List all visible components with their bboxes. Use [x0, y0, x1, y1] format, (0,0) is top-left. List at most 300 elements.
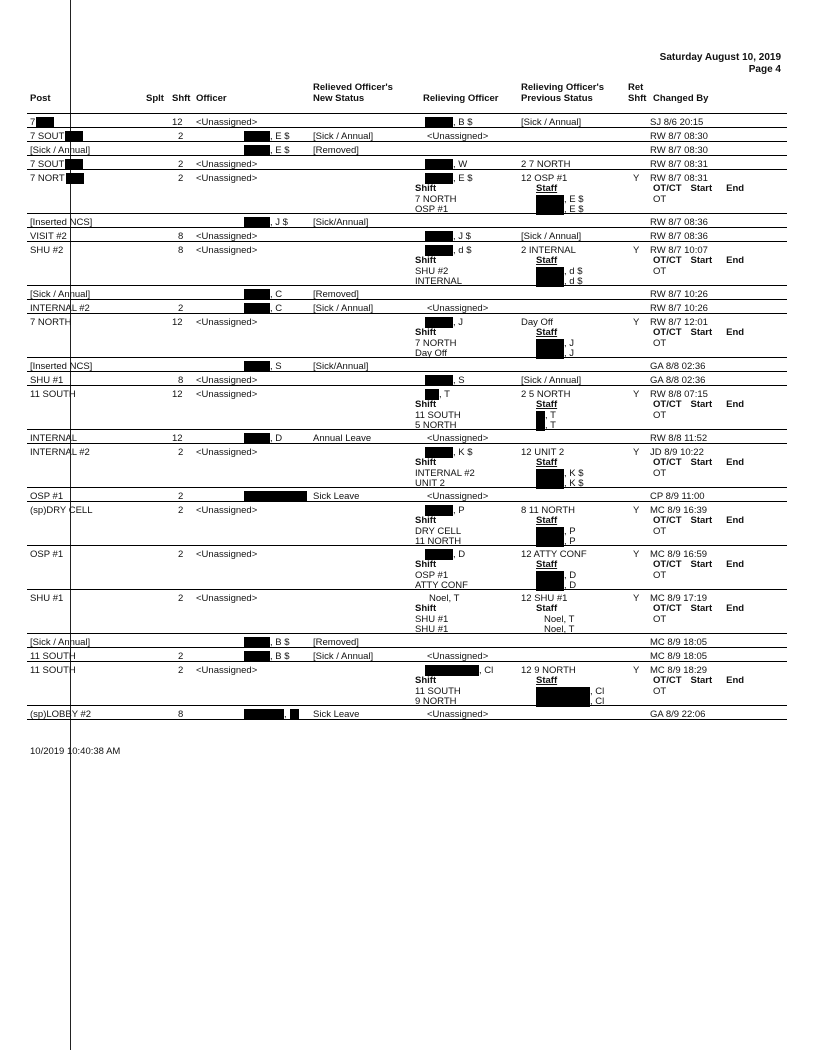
post-text: 7 SOUT	[30, 131, 65, 142]
relieving-officer-text: <Unassigned>	[427, 131, 489, 142]
table-row	[27, 546, 787, 590]
relieving-officer-text: , J	[453, 317, 464, 328]
detail-staff-block	[536, 184, 584, 216]
shift-cell: 8	[178, 375, 184, 386]
shift-cell: 8	[178, 231, 184, 242]
otct-label: OT/CT	[653, 559, 682, 570]
table-row	[27, 228, 787, 242]
changed-by-cell: RW 8/8 07:15	[650, 389, 708, 400]
table-row	[27, 242, 787, 286]
previous-status-cell: 2 7 NORTH	[521, 159, 571, 170]
report-date: Saturday August 10, 2019	[659, 52, 781, 63]
detail-ot-value: OT	[653, 525, 667, 537]
redaction-block	[536, 469, 564, 479]
detail-shift-block	[415, 516, 461, 548]
shift-cell: 2	[178, 303, 184, 314]
return-shift-cell: Y	[633, 505, 640, 516]
detail-shift-label: Shift	[415, 675, 437, 686]
changed-by-cell: CP 8/9 11:00	[650, 491, 705, 502]
detail-shift-label: Shift	[415, 327, 437, 338]
detail-shift-label: Shift	[415, 515, 437, 526]
detail-staff-label: Staff	[536, 603, 558, 614]
detail-staff-text: Noel, T	[544, 613, 575, 625]
relieving-officer-text: , Cl	[479, 665, 494, 676]
detail-ot-value: OT	[653, 685, 667, 697]
return-shift-cell: Y	[633, 245, 640, 256]
officer-text: <Unassigned>	[196, 159, 258, 170]
detail-shift-label: Shift	[415, 457, 437, 468]
post-cell	[30, 173, 84, 184]
redaction-block	[244, 303, 270, 314]
previous-status-cell: 12 UNIT 2	[521, 447, 565, 458]
post-cell	[30, 637, 90, 648]
changed-by-cell: MC 8/9 17:19	[650, 593, 708, 604]
detail-staff-block	[536, 516, 576, 548]
relieved-status-cell: [Sick / Annual]	[313, 303, 374, 314]
changed-by-cell: RW 8/7 08:36	[650, 231, 708, 242]
detail-staff-text: , E $	[564, 204, 584, 215]
officer-cell	[196, 117, 257, 128]
detail-staff-label: Staff	[536, 399, 558, 410]
detail-ot-value: OT	[653, 193, 667, 205]
shift-cell: 2	[178, 131, 184, 142]
col-officer: Officer	[196, 93, 227, 104]
col-relieved-status-1: Relieved Officer's	[313, 82, 393, 93]
start-label: Start	[690, 559, 713, 570]
detail-staff-block	[536, 256, 583, 288]
officer-cell	[196, 593, 257, 604]
start-label: Start	[690, 399, 713, 410]
officer-cell	[196, 665, 257, 676]
detail-staff-text: , P	[564, 536, 576, 547]
redaction-block	[536, 687, 590, 697]
post-text: INTERNAL #2	[30, 303, 90, 314]
shift-cell: 2	[178, 491, 184, 502]
return-shift-cell: Y	[633, 593, 640, 604]
previous-status-cell: 12 OSP #1	[521, 173, 568, 184]
post-text: [Inserted NCS]	[30, 361, 93, 372]
detail-shift-block	[415, 328, 457, 360]
relieving-officer-text: <Unassigned>	[427, 651, 489, 662]
officer-text: <Unassigned>	[196, 317, 258, 328]
post-cell	[30, 491, 63, 502]
detail-overtime-header	[653, 560, 744, 571]
detail-shift-value: SHU #1	[415, 624, 449, 635]
post-text: [Inserted NCS]	[30, 217, 93, 228]
start-label: Start	[690, 675, 713, 686]
detail-shift-value: SHU #2	[415, 265, 449, 277]
relieving-officer-text: , J $	[453, 231, 471, 242]
detail-overtime-block	[653, 400, 744, 421]
officer-text: , B $	[270, 651, 290, 662]
relieved-status-cell: Annual Leave	[313, 433, 372, 444]
table-row	[27, 286, 787, 300]
shift-cell: 12	[172, 389, 183, 400]
start-label: Start	[690, 515, 713, 526]
return-shift-cell: Y	[633, 317, 640, 328]
detail-shift-label: Shift	[415, 603, 437, 614]
table-row	[27, 444, 787, 488]
detail-shift-value: 7 NORTH	[415, 337, 457, 349]
post-cell	[30, 593, 63, 604]
detail-shift-value: 9 NORTH	[415, 696, 457, 707]
officer-cell	[244, 491, 307, 502]
officer-text: ,	[284, 709, 287, 720]
changed-by-cell: JD 8/9 10:22	[650, 447, 704, 458]
officer-text: , E $	[270, 145, 290, 156]
relieving-officer-cell	[425, 159, 467, 170]
end-label: End	[726, 559, 745, 570]
table-row	[27, 128, 787, 142]
detail-staff-block	[536, 560, 576, 592]
changed-by-cell: RW 8/7 08:36	[650, 217, 708, 228]
post-cell	[30, 231, 67, 242]
detail-shift-block	[415, 184, 457, 216]
post-text: (sp)DRY CELL	[30, 505, 93, 516]
detail-shift-block	[415, 676, 461, 708]
post-text: INTERNAL	[30, 433, 77, 444]
detail-staff-label: Staff	[536, 559, 558, 570]
detail-overtime-block	[653, 328, 744, 349]
officer-text: , C	[270, 289, 283, 300]
post-text: SHU #1	[30, 593, 64, 604]
col-relieving-prev-2: Previous Status	[521, 93, 593, 104]
changed-by-cell: RW 8/7 10:07	[650, 245, 708, 256]
changed-by-cell: GA 8/8 02:36	[650, 375, 706, 386]
changed-by-cell: MC 8/9 18:05	[650, 651, 708, 662]
detail-overtime-block	[653, 458, 744, 479]
detail-ot-value: OT	[653, 337, 667, 349]
start-label: Start	[690, 457, 713, 468]
end-label: End	[726, 603, 745, 614]
table-row	[27, 648, 787, 662]
relieving-officer-cell	[425, 117, 473, 128]
redaction-block	[36, 117, 54, 128]
redaction-block	[244, 637, 270, 648]
officer-cell	[196, 245, 257, 256]
table-row	[27, 170, 787, 214]
post-cell	[30, 549, 63, 560]
changed-by-cell: RW 8/8 11:52	[650, 433, 708, 444]
changed-by-cell: GA 8/8 02:36	[650, 361, 706, 372]
detail-shift-value: DRY CELL	[415, 525, 462, 537]
otct-label: OT/CT	[653, 675, 682, 686]
previous-status-cell: Day Off	[521, 317, 554, 328]
detail-staff-text: , Cl	[590, 685, 605, 697]
relieving-officer-cell	[427, 491, 488, 502]
detail-ot-value: OT	[653, 409, 667, 421]
detail-shift-value: SHU #1	[415, 613, 449, 625]
previous-status-cell: [Sick / Annual]	[521, 231, 582, 242]
detail-shift-value: 11 SOUTH	[415, 409, 461, 421]
detail-shift-block	[415, 256, 462, 288]
shift-cell: 2	[178, 173, 184, 184]
post-cell	[30, 433, 77, 444]
detail-staff-text: , K $	[564, 467, 584, 479]
table-row	[27, 214, 787, 228]
post-text: [Sick / Annual]	[30, 145, 91, 156]
detail-shift-block	[415, 458, 475, 490]
shift-cell: 12	[172, 433, 183, 444]
officer-cell	[196, 549, 257, 560]
col-ret-2: Shft	[628, 93, 647, 104]
post-text: 11 SOUTH	[30, 665, 76, 676]
relieving-officer-text: , S	[453, 375, 465, 386]
relieving-officer-text: , W	[453, 159, 468, 170]
detail-shift-block	[415, 604, 448, 636]
shift-cell: 2	[178, 447, 184, 458]
col-relieving-prev-1: Relieving Officer's	[521, 82, 605, 93]
redaction-block	[244, 361, 270, 372]
detail-shift-block	[415, 400, 461, 432]
officer-cell	[196, 389, 257, 400]
officer-cell	[196, 447, 257, 458]
officer-text: , B $	[270, 637, 290, 648]
post-text: 7	[30, 117, 36, 128]
post-cell	[30, 389, 76, 400]
officer-text: <Unassigned>	[196, 593, 258, 604]
detail-shift-value: ATTY CONF	[415, 580, 468, 591]
table-row	[27, 114, 787, 128]
detail-shift-value: UNIT 2	[415, 478, 445, 489]
officer-cell	[244, 131, 290, 142]
post-text: VISIT #2	[30, 231, 67, 242]
detail-staff-label: Staff	[536, 255, 558, 266]
previous-status-cell: 12 ATTY CONF	[521, 549, 587, 560]
detail-overtime-header	[653, 184, 744, 195]
col-relieving-officer: Relieving Officer	[423, 93, 499, 104]
otct-label: OT/CT	[653, 327, 682, 338]
post-text: OSP #1	[30, 549, 64, 560]
post-cell	[30, 361, 92, 372]
officer-cell	[244, 303, 282, 314]
post-cell	[30, 709, 91, 720]
officer-cell	[244, 433, 282, 444]
detail-staff-text: , Cl	[590, 696, 605, 707]
detail-staff-text: , E $	[564, 193, 584, 205]
post-text: (sp)LOBBY #2	[30, 709, 92, 720]
table-row	[27, 488, 787, 502]
relieving-officer-text: , B $	[453, 117, 473, 128]
end-label: End	[726, 327, 745, 338]
post-cell	[30, 217, 92, 228]
post-text: SHU #2	[30, 245, 64, 256]
post-cell	[30, 665, 76, 676]
start-label: Start	[690, 327, 713, 338]
officer-cell	[196, 375, 257, 386]
table-row	[27, 662, 787, 706]
page-number: Page 4	[748, 64, 781, 75]
detail-ot-value: OT	[653, 569, 667, 581]
detail-ot-value: OT	[653, 265, 667, 277]
previous-status-cell: 8 11 NORTH	[521, 505, 576, 516]
relieving-officer-cell	[425, 231, 471, 242]
shift-cell: 2	[178, 651, 184, 662]
assignment-table	[27, 113, 787, 720]
relieved-status-cell: [Sick / Annual]	[313, 651, 374, 662]
detail-staff-text: , T	[545, 409, 556, 421]
officer-text: <Unassigned>	[196, 389, 258, 400]
detail-overtime-header	[653, 458, 744, 469]
detail-shift-label: Shift	[415, 559, 437, 570]
detail-staff-label: Staff	[536, 457, 558, 468]
col-ret-1: Ret	[628, 82, 644, 93]
post-cell	[30, 303, 90, 314]
redaction-block	[244, 131, 270, 142]
detail-overtime-header	[653, 256, 744, 267]
changed-by-cell: RW 8/7 10:26	[650, 303, 708, 314]
col-changed-by: Changed By	[653, 93, 709, 104]
changed-by-cell: MC 8/9 18:05	[650, 637, 708, 648]
otct-label: OT/CT	[653, 515, 682, 526]
shift-cell: 2	[178, 505, 184, 516]
changed-by-cell: MC 8/9 18:29	[650, 665, 708, 676]
relieving-officer-text: <Unassigned>	[427, 491, 489, 502]
detail-staff-label: Staff	[536, 515, 558, 526]
officer-cell	[244, 361, 282, 372]
relieving-officer-cell	[427, 131, 488, 142]
end-label: End	[726, 399, 745, 410]
return-shift-cell: Y	[633, 447, 640, 458]
officer-text: , C	[270, 303, 283, 314]
detail-overtime-block	[653, 560, 744, 581]
post-cell	[30, 289, 90, 300]
detail-shift-value: 5 NORTH	[415, 420, 457, 431]
detail-overtime-block	[653, 184, 744, 205]
detail-shift-value: OSP #1	[415, 569, 449, 581]
redaction-block	[244, 709, 284, 720]
start-label: Start	[690, 183, 713, 194]
post-text: 7 SOUT	[30, 159, 65, 170]
detail-staff-text: , P	[564, 525, 576, 537]
officer-cell	[244, 709, 299, 720]
relieving-officer-text: Noel, T	[429, 593, 460, 604]
post-cell	[30, 159, 83, 170]
detail-shift-label: Shift	[415, 255, 437, 266]
detail-staff-block	[536, 676, 604, 708]
post-text: [Sick / Annual]	[30, 289, 91, 300]
officer-cell	[196, 173, 257, 184]
redaction-block	[244, 651, 270, 662]
table-row	[27, 502, 787, 546]
redaction-block	[244, 289, 270, 300]
detail-shift-value: OSP #1	[415, 204, 449, 215]
shift-cell: 8	[178, 709, 184, 720]
relieved-status-cell: Sick Leave	[313, 491, 360, 502]
start-label: Start	[690, 603, 713, 614]
redaction-block	[244, 145, 270, 156]
redaction-block	[425, 375, 453, 386]
detail-overtime-header	[653, 400, 744, 411]
redaction-block	[244, 491, 307, 502]
changed-by-cell: RW 8/7 08:31	[650, 159, 708, 170]
officer-cell	[244, 637, 290, 648]
officer-text: <Unassigned>	[196, 173, 258, 184]
shift-cell: 12	[172, 117, 183, 128]
post-cell	[30, 245, 63, 256]
relieving-officer-text: <Unassigned>	[427, 433, 489, 444]
return-shift-cell: Y	[633, 389, 640, 400]
table-row	[27, 430, 787, 444]
relieving-officer-text: , d $	[453, 245, 472, 256]
end-label: End	[726, 457, 745, 468]
previous-status-cell: 12 9 NORTH	[521, 665, 576, 676]
detail-shift-value: INTERNAL	[415, 276, 462, 287]
relieving-officer-cell	[427, 433, 488, 444]
table-row	[27, 156, 787, 170]
otct-label: OT/CT	[653, 457, 682, 468]
detail-overtime-block	[653, 604, 744, 625]
detail-shift-block	[415, 560, 468, 592]
post-cell	[30, 505, 92, 516]
detail-overtime-block	[653, 256, 744, 277]
detail-staff-block	[536, 458, 584, 490]
col-post: Post	[30, 93, 51, 104]
changed-by-cell: RW 8/7 12:01	[650, 317, 708, 328]
officer-text: <Unassigned>	[196, 231, 258, 242]
relieving-officer-text: <Unassigned>	[427, 709, 489, 720]
relieving-officer-text: , K $	[453, 447, 473, 458]
shift-cell: 8	[178, 245, 184, 256]
detail-staff-text: , J	[564, 348, 575, 359]
column-headers	[0, 82, 814, 104]
return-shift-cell: Y	[633, 173, 640, 184]
officer-text: <Unassigned>	[196, 447, 258, 458]
detail-shift-value: INTERNAL #2	[415, 467, 475, 479]
redaction-block	[425, 231, 453, 242]
otct-label: OT/CT	[653, 183, 682, 194]
detail-overtime-header	[653, 604, 744, 615]
detail-staff-block	[536, 604, 574, 636]
detail-shift-label: Shift	[415, 399, 437, 410]
post-cell	[30, 117, 54, 128]
post-cell	[30, 447, 90, 458]
detail-overtime-header	[653, 516, 744, 527]
detail-staff-text: , K $	[564, 478, 584, 489]
redaction-block	[536, 571, 564, 581]
officer-text: , E $	[270, 131, 290, 142]
redaction-block	[65, 159, 83, 170]
post-cell	[30, 375, 63, 386]
redaction-block	[425, 117, 453, 128]
redaction-block	[425, 159, 453, 170]
relieved-status-cell: [Removed]	[313, 637, 359, 648]
officer-text: , J $	[270, 217, 288, 228]
detail-staff-text: , J	[564, 337, 575, 349]
table-row	[27, 142, 787, 156]
redaction-block	[290, 709, 299, 720]
redaction-block	[536, 267, 564, 277]
table-row	[27, 300, 787, 314]
officer-cell	[244, 145, 290, 156]
post-text: SHU #1	[30, 375, 64, 386]
shift-cell: 2	[178, 159, 184, 170]
detail-overtime-block	[653, 676, 744, 697]
relieved-status-cell: [Sick / Annual]	[313, 131, 374, 142]
table-row	[27, 358, 787, 372]
redaction-block	[536, 195, 564, 205]
changed-by-cell: MC 8/9 16:39	[650, 505, 708, 516]
officer-cell	[244, 289, 282, 300]
table-row	[27, 590, 787, 634]
table-row	[27, 706, 787, 720]
relieved-status-cell: [Removed]	[313, 289, 359, 300]
detail-overtime-block	[653, 516, 744, 537]
shift-cell: 2	[178, 665, 184, 676]
detail-staff-text: , D	[564, 580, 577, 591]
detail-staff-label: Staff	[536, 327, 558, 338]
detail-shift-value: 7 NORTH	[415, 193, 457, 205]
